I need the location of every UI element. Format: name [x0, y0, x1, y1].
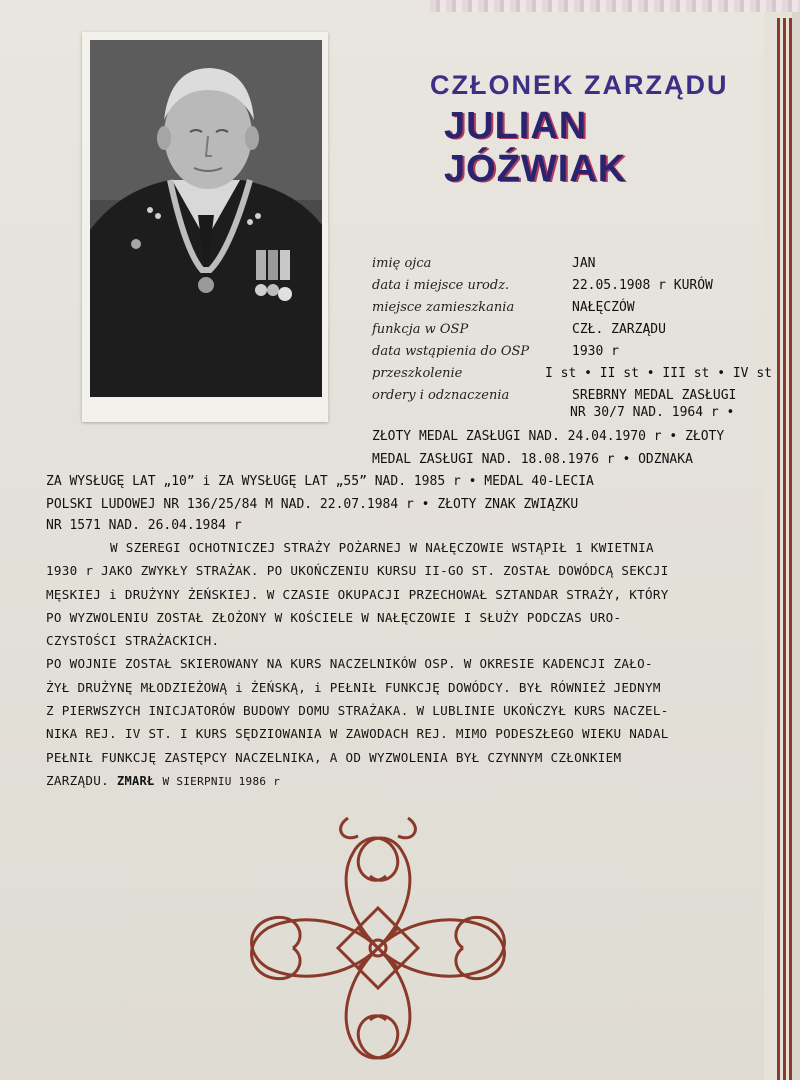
- field-row: [372, 296, 772, 318]
- awards-line: ZŁOTY MEDAL ZASŁUGI NAD. 24.04.1970 r • ZŁOTY: [372, 429, 725, 444]
- awards-line: NR 30/7 NAD. 1964 r •: [570, 405, 735, 420]
- page-header: [430, 70, 750, 191]
- biography-line: PEŁNIŁ FUNKCJĘ ZASTĘPCY NACZELNIKA, A OD WYZWOLENIA BYŁ CZYNNYM CZŁONKIEM: [46, 749, 622, 765]
- awards-line: NR 1571 NAD. 26.04.1984 r: [46, 518, 242, 533]
- decorative-stripe: [789, 18, 792, 1080]
- biography-line: ŻYŁ DRUŻYNĘ MŁODZIEŻOWĄ i ŻEŃSKĄ, i PEŁNIŁ FUNKCJĘ DOWÓDCY. BYŁ RÓWNIEŻ JEDNYM: [46, 679, 661, 695]
- field-row: [372, 252, 772, 274]
- biography-last-line: [46, 769, 772, 793]
- portrait-photo: [82, 32, 328, 422]
- field-row: [372, 384, 772, 406]
- field-value: NAŁĘCZÓW: [572, 299, 635, 315]
- biography-text: [46, 536, 772, 793]
- field-value: CZŁ. ZARZĄDU: [572, 321, 666, 337]
- biography-line: PO WOJNIE ZOSTAŁ SKIEROWANY NA KURS NACZELNIKÓW OSP. W OKRESIE KADENCJI ZAŁO-: [46, 656, 653, 672]
- field-label: miejsce zamieszkania: [372, 299, 515, 315]
- awards-line: POLSKI LUDOWEJ NR 136/25/84 M NAD. 22.07.1984 r • ZŁOTY ZNAK ZWIĄZKU: [46, 497, 579, 512]
- portrait-image: [90, 40, 322, 397]
- fabric-strip: [430, 0, 800, 12]
- field-label: imię ojca: [372, 255, 432, 271]
- biography-line: Z PIERWSZYCH INICJATORÓW BUDOWY DOMU STRAŻAKA. W LUBLINIE UKOŃCZYŁ KURS NACZEL-: [46, 703, 669, 719]
- biography-line: W SZEREGI OCHOTNICZEJ STRAŻY POŻARNEJ W NAŁĘCZOWIE WSTĄPIŁ 1 KWIETNIA: [110, 540, 654, 555]
- field-value: 22.05.1908 r KURÓW: [572, 277, 713, 293]
- awards-line: ZA WYSŁUGĘ LAT „10” i ZA WYSŁUGĘ LAT „55” NAD. 1985 r • MEDAL 40-LECIA: [46, 474, 594, 489]
- member-details: [372, 252, 772, 406]
- decorative-stripe: [783, 18, 786, 1080]
- ornament-knot-icon: [238, 798, 518, 1080]
- biography-line: CZYSTOŚCI STRAŻACKICH.: [46, 633, 220, 649]
- member-name-title: JULIAN JÓŹWIAK: [444, 105, 627, 190]
- field-row: [372, 340, 772, 362]
- biography-last-start: ZARZĄDU.: [46, 772, 110, 788]
- death-note-date: W SIERPNIU 1986 r: [162, 774, 281, 788]
- field-row: [372, 362, 772, 384]
- field-label: ordery i odznaczenia: [372, 387, 510, 403]
- biography-line: PO WYZWOLENIU ZOSTAŁ ZŁOŻONY W KOŚCIELE W NAŁĘCZOWIE I SŁUŻY PODCZAS URO-: [46, 609, 622, 625]
- biography-line: MĘSKIEJ i DRUŻYNY ŻEŃSKIEJ. W CZASIE OKUPACJI PRZECHOWAŁ SZTANDAR STRAŻY, KTÓRY: [46, 586, 669, 602]
- field-value: SREBRNY MEDAL ZASŁUGI: [572, 387, 737, 403]
- member-role-title: CZŁONEK ZARZĄDU: [430, 70, 729, 100]
- portrait-illustration: [90, 40, 322, 397]
- field-value: 1930 r: [572, 343, 619, 359]
- field-label: data wstąpienia do OSP: [372, 343, 530, 359]
- biography-line: 1930 r JAKO ZWYKŁY STRAŻAK. PO UKOŃCZENIU KURSU II-GO ST. ZOSTAŁ DOWÓDCĄ SEKCJI: [46, 563, 669, 579]
- field-value: JAN: [572, 255, 596, 271]
- field-row: [372, 274, 772, 296]
- field-label: data i miejsce urodz.: [372, 277, 510, 293]
- biography-line: NIKA REJ. IV ST. I KURS SĘDZIOWANIA W ZAWODACH REJ. MIMO PODESZŁEGO WIEKU NADAL: [46, 726, 669, 742]
- death-note-word: ZMARŁ: [116, 773, 155, 788]
- field-row: [372, 318, 772, 340]
- field-label: przeszkolenie: [372, 365, 463, 381]
- field-label: funkcja w OSP: [372, 321, 469, 337]
- field-value: I st • II st • III st • IV st: [545, 365, 772, 381]
- decorative-stripe: [777, 18, 780, 1080]
- awards-line: MEDAL ZASŁUGI NAD. 18.08.1976 r • ODZNAKA: [372, 452, 693, 467]
